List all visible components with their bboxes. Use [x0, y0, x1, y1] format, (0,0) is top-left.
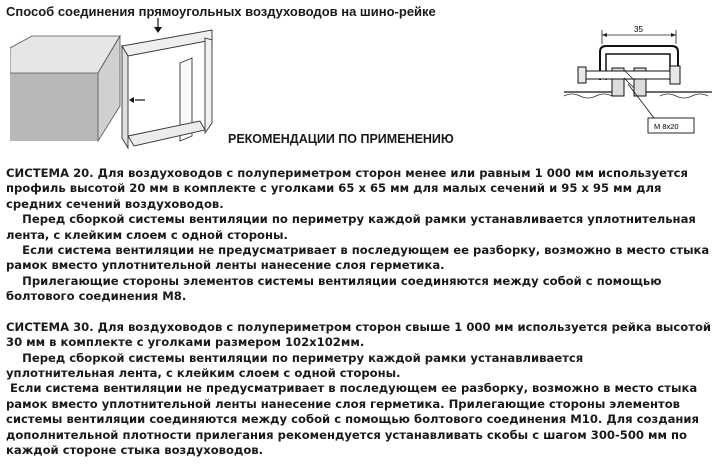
text-line: средних сечений воздуховодов.: [6, 196, 224, 211]
bolt-label: М 8х20: [654, 122, 679, 131]
text-line: Если система вентиляции не предусматривает в последующем ее разборку, возможно в место стыка: [6, 242, 710, 257]
text-line: каждой стороне стыка воздуховодов.: [6, 443, 264, 458]
text-line: Перед сборкой системы вентиляции по периметру каждой рамки устанавливается уплотнительная: [6, 212, 696, 227]
system30-section: [6, 320, 718, 459]
page-title: Способ соединения прямоугольных воздуховодов на шино-рейке: [6, 4, 436, 19]
text-line: 30 мм в комплекте с уголками размером 102х102мм.: [6, 335, 365, 350]
text-line: дополнительной плотности прилегания рекомендуется устанавливать скобы с шагом 300-500 мм по: [6, 427, 687, 442]
text-line: Перед сборкой системы вентиляции по периметру каждой рамки устанавливается: [6, 350, 584, 365]
text-line: СИСТЕМА 20. Для воздуховодов с полупериметром сторон менее или равным 1 000 мм используется: [6, 166, 688, 180]
text-line: Если система вентиляции не предусматривает в последующем ее разборку, возможно в место стыка: [6, 381, 698, 396]
text-line: рамок вместо уплотнительной ленты нанесение слоя герметика.: [6, 258, 445, 273]
text-line: профиль высотой 20 мм в комплекте с уголками 65 х 65 мм для малых сечений и 95 х 95 мм для: [6, 181, 662, 196]
text-line: СИСТЕМА 30. Для воздуховодов с полупериметром сторон свыше 1 000 мм используется рейка высотой: [6, 319, 712, 334]
recommendations-heading: РЕКОМЕНДАЦИИ ПО ПРИМЕНЕНИЮ: [228, 132, 454, 146]
text-line: болтового соединения М8.: [6, 289, 187, 304]
text-line: уплотнительная лента, с клейким слоем с одной стороны.: [6, 366, 401, 381]
text-line: рамок вместо уплотнительной ленты нанесение слоя герметика. Прилегающие стороны элементов: [6, 396, 681, 411]
section-gap: [6, 305, 718, 320]
duct-assembly-illustration: [10, 18, 220, 153]
rail-connection-section-diagram: [562, 22, 720, 140]
text-line: лента, с клейким слоем с одной стороны.: [6, 227, 288, 242]
dimension-label: 35: [634, 25, 643, 34]
text-line: Прилегающие стороны элементов системы вентиляции соединяются между собой с помощью: [6, 273, 662, 288]
system20-section: [6, 166, 718, 305]
text-line: системы вентиляции соединяются между собой с помощью болтового соединения М10. Для создания: [6, 412, 699, 427]
body-text: [6, 166, 718, 458]
